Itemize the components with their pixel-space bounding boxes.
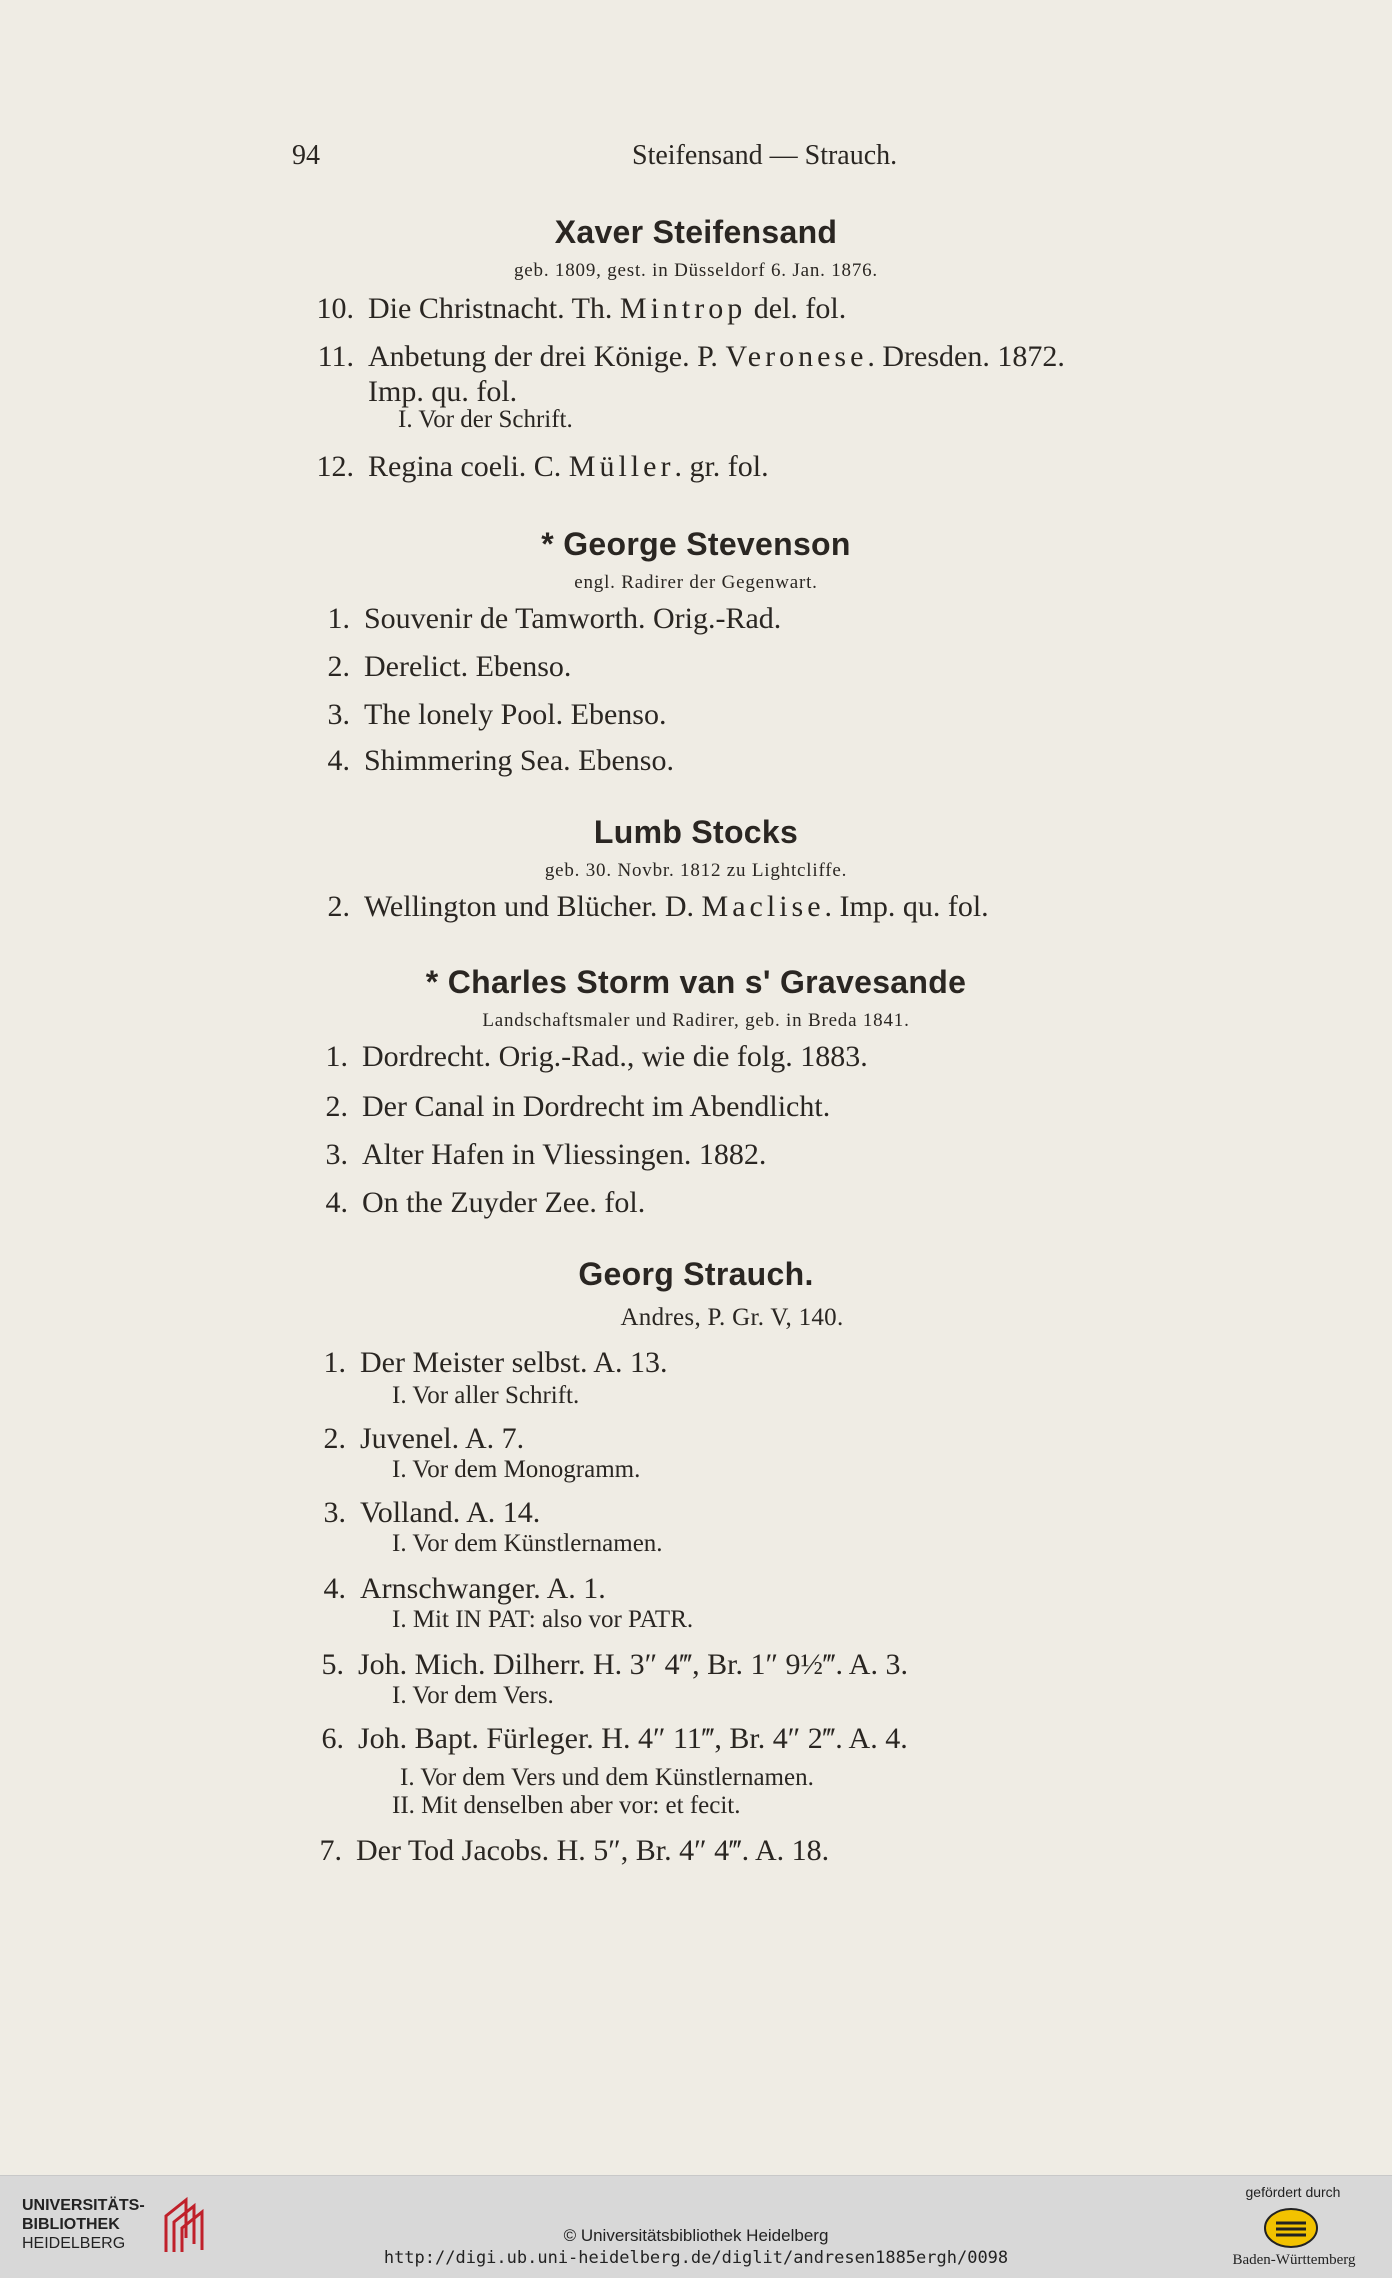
section-title: * Charles Storm van s' Gravesande <box>425 964 967 1000</box>
copyright-notice: © Universitätsbibliothek Heidelberg <box>563 2226 829 2245</box>
artist-name: Maclise <box>701 890 825 923</box>
entry-number: 1. <box>327 602 350 635</box>
library-name-line: HEIDELBERG <box>22 2235 126 2252</box>
entry-number: 5. <box>321 1648 344 1681</box>
entry-number: 3. <box>325 1138 348 1171</box>
state-note: I. Vor dem Monogramm. <box>392 1456 641 1483</box>
catalog-entry <box>323 1572 606 1606</box>
entry-number: 6. <box>321 1722 344 1755</box>
entry-text: Wellington und Blücher. D. <box>364 890 702 923</box>
library-name-line: UNIVERSITÄTS- <box>22 2197 145 2214</box>
entry-number: 11. <box>317 340 354 373</box>
entry-number: 1. <box>323 1346 346 1379</box>
catalog-entry <box>327 744 674 778</box>
entry-continuation: Imp. qu. fol. <box>368 375 518 408</box>
entry-text: Joh. Bapt. Fürleger. H. 4″ 11‴, Br. 4″ 2‴. A. 4. <box>358 1722 908 1755</box>
funder-name: Baden-Württemberg <box>1232 2252 1356 2268</box>
entry-text: Derelict. Ebenso. <box>364 650 572 683</box>
entry-number: 12. <box>316 450 354 483</box>
running-title: Steifensand — Strauch. <box>632 140 898 171</box>
funded-by-label: gefördert durch <box>1245 2184 1341 2200</box>
section-title: * George Stevenson <box>541 526 851 562</box>
entry-number: 2. <box>327 890 350 923</box>
entry-number: 1. <box>325 1040 348 1073</box>
section-subtitle: engl. Radirer der Gegenwart. <box>574 572 818 593</box>
entry-number: 4. <box>325 1186 348 1219</box>
page-header <box>0 140 1392 180</box>
entry-number: 10. <box>316 292 354 325</box>
state-crest-icon <box>1256 2206 1326 2250</box>
entry-text: Der Tod Jacobs. H. 5″, Br. 4″ 4‴. A. 18. <box>356 1834 830 1867</box>
entry-text: Shimmering Sea. Ebenso. <box>364 744 674 777</box>
artist-name: Mintrop <box>619 292 747 325</box>
catalog-entry <box>319 1834 830 1868</box>
entry-text: . Imp. qu. fol. <box>824 890 989 923</box>
entry-text: Anbetung der drei Könige. P. <box>368 340 726 373</box>
catalog-entry <box>327 650 572 684</box>
catalog-entry <box>325 1186 646 1220</box>
state-note: I. Vor aller Schrift. <box>392 1382 580 1409</box>
artist-name: Veronese <box>725 340 868 373</box>
permalink-url[interactable]: http://digi.ub.uni-heidelberg.de/diglit/andresen1885ergh/0098 <box>383 2248 1009 2268</box>
entry-number: 4. <box>327 744 350 777</box>
entry-number: 7. <box>319 1834 342 1867</box>
state-note: I. Vor dem Künstlernamen. <box>392 1530 663 1557</box>
entry-text: On the Zuyder Zee. fol. <box>362 1186 646 1219</box>
entry-text: Joh. Mich. Dilherr. H. 3″ 4‴, Br. 1″ 9½‴. A. 3. <box>358 1648 908 1681</box>
catalog-entry <box>327 698 667 732</box>
section-title: Xaver Steifensand <box>554 214 838 250</box>
section-subtitle: Andres, P. Gr. V, 140. <box>620 1304 844 1331</box>
catalog-entry <box>325 1138 767 1172</box>
entry-number: 3. <box>327 698 350 731</box>
entry-number: 2. <box>327 650 350 683</box>
library-name-line: BIBLIOTHEK <box>22 2216 120 2233</box>
entry-text: . Dresden. 1872. <box>867 340 1065 373</box>
state-note: I. Vor dem Vers und dem Künstlernamen. <box>400 1764 814 1791</box>
entry-number: 2. <box>323 1422 346 1455</box>
entry-text: . gr. fol. <box>674 450 769 483</box>
section-subtitle: Landschaftsmaler und Radirer, geb. in Breda 1841. <box>482 1010 910 1031</box>
catalog-entry <box>321 1648 908 1682</box>
entry-text: Arnschwanger. A. 1. <box>360 1572 606 1605</box>
catalog-entry <box>316 292 847 326</box>
page-number: 94 <box>292 140 320 171</box>
catalog-entry <box>327 890 989 924</box>
state-note: I. Mit IN PAT: also vor PATR. <box>392 1606 694 1633</box>
catalog-entry <box>325 1090 831 1124</box>
catalog-entry <box>316 450 769 484</box>
digitization-footer <box>0 2175 1392 2278</box>
entry-text: Juvenel. A. 7. <box>360 1422 525 1455</box>
entry-text: Souvenir de Tamworth. Orig.-Rad. <box>364 602 782 635</box>
catalog-entry <box>317 340 1065 374</box>
entry-number: 4. <box>323 1572 346 1605</box>
entry-text: Die Christnacht. Th. <box>368 292 620 325</box>
entry-text: Regina coeli. C. <box>368 450 569 483</box>
entry-number: 3. <box>323 1496 346 1529</box>
section-title: Lumb Stocks <box>593 814 799 850</box>
catalog-entry <box>321 1722 908 1756</box>
state-note: I. Vor dem Vers. <box>392 1682 554 1709</box>
entry-text: Dordrecht. Orig.-Rad., wie die folg. 1883. <box>362 1040 868 1073</box>
section-subtitle: geb. 30. Novbr. 1812 zu Lightcliffe. <box>544 860 848 881</box>
catalog-entry <box>325 1040 868 1074</box>
entry-text: Alter Hafen in Vliessingen. 1882. <box>362 1138 767 1171</box>
entry-text: Der Meister selbst. A. 13. <box>360 1346 668 1379</box>
catalog-entry <box>323 1496 541 1530</box>
section-subtitle: geb. 1809, gest. in Düsseldorf 6. Jan. 1876. <box>514 260 878 281</box>
entry-text: del. fol. <box>746 292 847 325</box>
artist-name: Müller <box>568 450 675 483</box>
catalog-entry <box>327 602 782 636</box>
entry-number: 2. <box>325 1090 348 1123</box>
section-title: Georg Strauch. <box>578 1256 814 1292</box>
entry-text: The lonely Pool. Ebenso. <box>364 698 667 731</box>
catalog-entry <box>323 1346 668 1380</box>
state-note: II. Mit denselben aber vor: et fecit. <box>392 1792 741 1819</box>
catalog-entry <box>323 1422 525 1456</box>
entry-text: Der Canal in Dordrecht im Abendlicht. <box>362 1090 831 1123</box>
state-note: I. Vor der Schrift. <box>398 406 573 433</box>
entry-text: Volland. A. 14. <box>360 1496 541 1529</box>
